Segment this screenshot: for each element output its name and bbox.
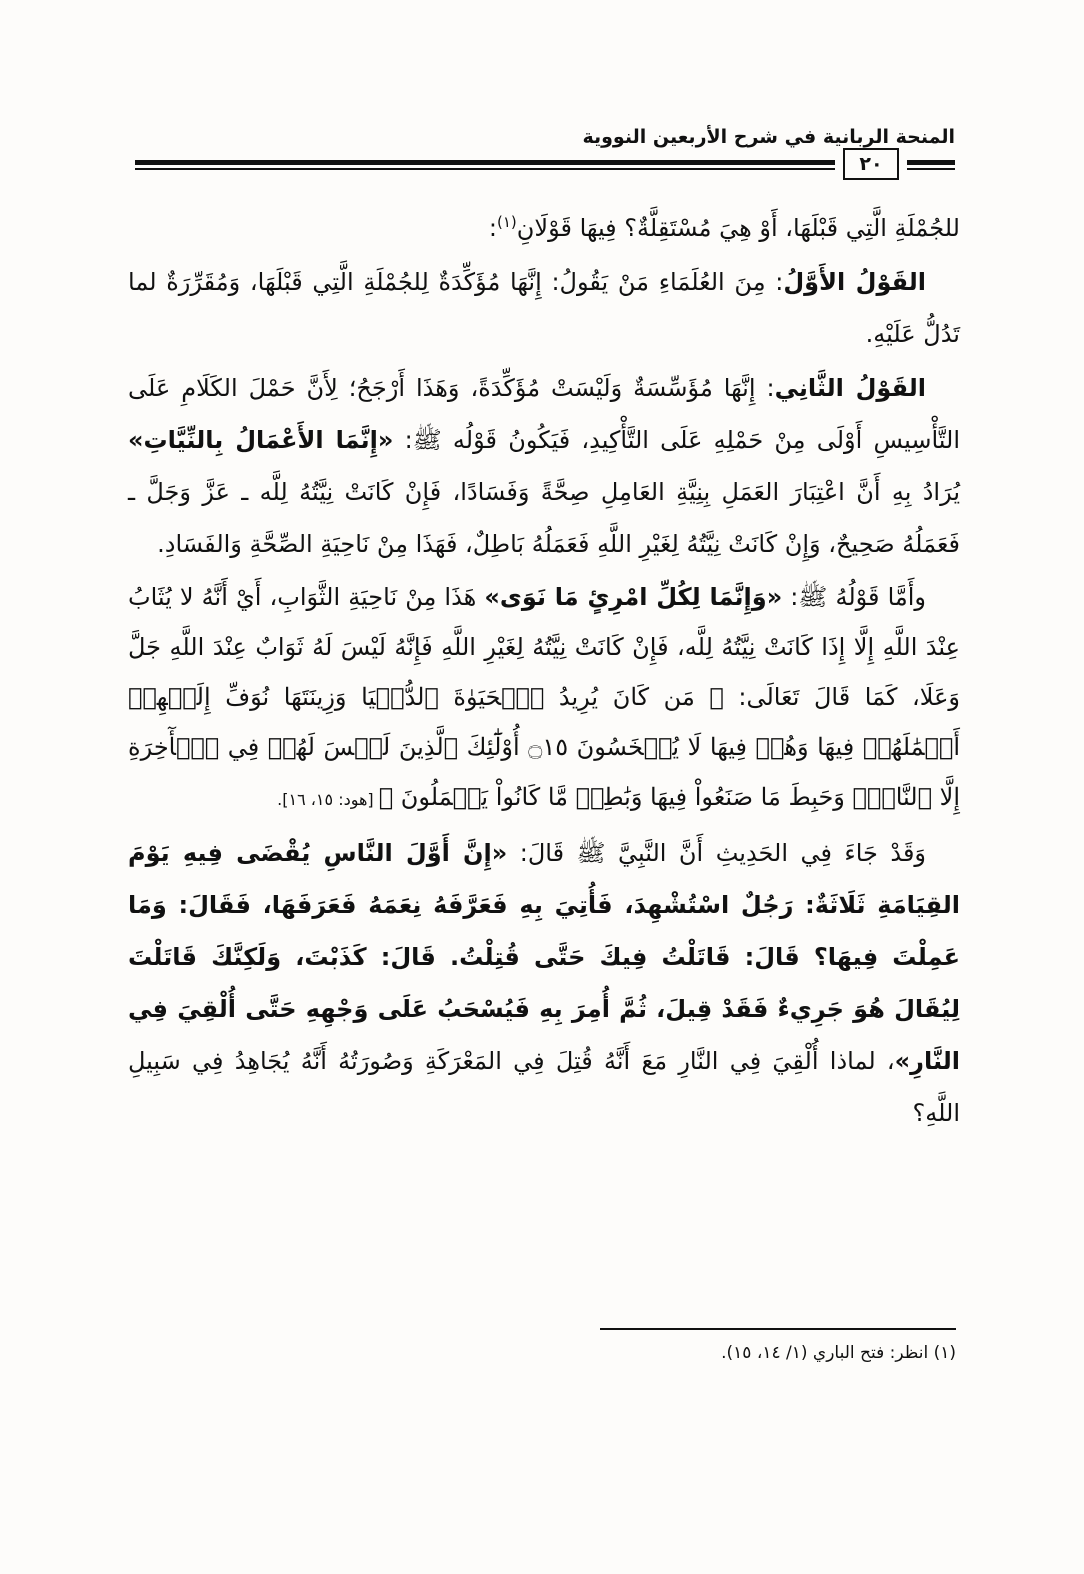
header-rule-thick	[135, 160, 835, 165]
footnote-separator	[600, 1328, 956, 1330]
hadith-quote: «وَإِنَّمَا لِكُلِّ امْرِئٍ مَا نَوَى»	[484, 583, 783, 611]
paragraph-4	[128, 572, 960, 825]
footnote: (١) انظر: فتح الباري (١/ ١٤، ١٥).	[721, 1343, 956, 1363]
paragraph-text: وَقَدْ جَاءَ فِي الحَدِيثِ أَنَّ النَّبِيَّ ﷺ قَالَ:	[507, 839, 927, 867]
book-title: المنحة الربانية في شرح الأربعين النووية	[582, 126, 955, 148]
paragraph-text: يُرَادُ بِهِ أَنَّ اعْتِبَارَ العَمَلِ بِنِيَّةِ العَامِلِ صِحَّةً وَفَسَادًا، فَإِنْ كَانَتْ نِيَّتُهُ لِلَّه ـ عَزَّ وَجَلَّ ـ فَعَمَلُهُ صَحِيحٌ، وَإِنْ كَانَتْ نِيَّتُهُ لِغَيْرِ اللَّهِ فَعَمَلُهُ بَاطِلٌ، فَهَذَا مِنْ نَاحِيَةِ الصِّحَّةِ وَالفَسَادِ.	[128, 478, 960, 558]
page-body	[128, 202, 960, 1141]
page-number: ٢٠	[843, 148, 899, 180]
verse-citation: [هود: ١٥، ١٦].	[277, 790, 379, 809]
footnote-reference[interactable]: (١)	[496, 213, 517, 231]
paragraph-2	[128, 256, 960, 360]
paragraph-text: ، لماذا أُلْقِيَ فِي النَّارِ مَعَ أَنَّهُ قُتِلَ فِي المَعْرَكَةِ وَصُورَتُهُ أَنَّهُ يُجَاهِدُ فِي سَبِيلِ اللَّهِ؟	[128, 1047, 960, 1127]
section-lead: القَوْلُ الثَّانِي	[774, 374, 926, 402]
paragraph-text: للجُمْلَةِ الَّتِي قَبْلَهَا، أَوْ هِيَ مُسْتَقِلَّةٌ؟ فِيهَا قَوْلَانِ	[516, 214, 960, 242]
paragraph-text: وأَمَّا قَوْلُهُ ﷺ:	[782, 583, 927, 611]
hadith-quote: «إِنَّ أَوَّلَ النَّاسِ يُقْضَى فِيهِ يَوْمَ القِيَامَةِ ثَلَاثَةٌ: رَجُلٌ اسْتُشْهِدَ، فَأُتِيَ بِهِ فَعَرَّفَهُ نِعَمَهُ فَعَرَفَهَا، فَقَالَ: وَمَا عَمِلْتَ فِيهَا؟ قَالَ: قَاتَلْتُ فِيكَ حَتَّى قُتِلْتُ. قَالَ: كَذَبْتَ، وَلَكِنَّكَ قَاتَلْتَ لِيُقَالَ هُوَ جَرِيءٌ فَقَدْ قِيلَ، ثُمَّ أُمِرَ بِهِ فَيُسْحَبُ عَلَى وَجْهِهِ حَتَّى أُلْقِيَ فِي النَّارِ»	[128, 839, 960, 1075]
header-rule-tail-thin	[907, 168, 955, 170]
quran-verse: ﴿ مَن كَانَ يُرِيدُ ٱلۡحَيَوٰةَ ٱلدُّنۡيَا وَزِينَتَهَا نُوَفِّ إِلَيۡهِمۡ أَعۡمَٰلَهُمۡ فِيهَا وَهُمۡ فِيهَا لَا يُبۡخَسُونَ ۝١٥ أُوْلَٰٓئِكَ ٱلَّذِينَ لَيۡسَ لَهُمۡ فِي ٱلۡأٓخِرَةِ إِلَّا ٱلنَّارُۖ وَحَبِطَ مَا صَنَعُواْ فِيهَا وَبَٰطِلٞ مَّا كَانُواْ يَعۡمَلُونَ ﴾	[128, 683, 960, 811]
hadith-quote: «إِنَّمَا الأَعْمَالُ بِالنِّيَّاتِ»	[128, 426, 394, 454]
running-header	[135, 122, 955, 182]
paragraph-3	[128, 362, 960, 570]
header-rule-thin	[135, 168, 835, 170]
paragraph-1	[128, 202, 960, 254]
paragraph-text: :	[488, 214, 497, 242]
paragraph-text: : مِنَ العُلَمَاءِ مَنْ يَقُولُ: إِنَّهَا مُؤَكِّدَةٌ لِلجُمْلَةِ الَّتِي قَبْلَهَا، وَمُقَرِّرَةٌ لما تَدُلُّ عَلَيْهِ.	[128, 268, 960, 348]
section-lead: القَوْلُ الأَوَّلُ	[783, 268, 926, 296]
header-rule-tail-thick	[907, 160, 955, 165]
paragraph-5	[128, 827, 960, 1139]
paragraph-text: هَذَا مِنْ نَاحِيَةِ الثَّوَابِ، أَيْ أَنَّهُ لا يُثَابُ عِنْدَ اللَّهِ إِلَّا إِذَا كَانَتْ نِيَّتُهُ لِلَّه، فَإِنْ كَانَتْ نِيَّتُهُ لِغَيْرِ اللَّهِ فَإِنَّهُ لَيْسَ لَهُ ثَوَابٌ عِنْدَ اللَّهِ جَلَّ وَعَلَا، كَمَا قَالَ تَعَالَى:	[128, 583, 960, 711]
paragraph-text: : إِنَّهَا مُؤَسِّسَةٌ وَلَيْسَتْ مُؤَكِّدَةً، وَهَذَا أَرْجَحُ؛ لِأَنَّ حَمْلَ الكَلَامِ عَلَى التَّأْسِيسِ أَوْلَى مِنْ حَمْلِهِ عَلَى التَّأْكِيدِ، فَيَكُونُ قَوْلُه ﷺ:	[128, 374, 961, 454]
